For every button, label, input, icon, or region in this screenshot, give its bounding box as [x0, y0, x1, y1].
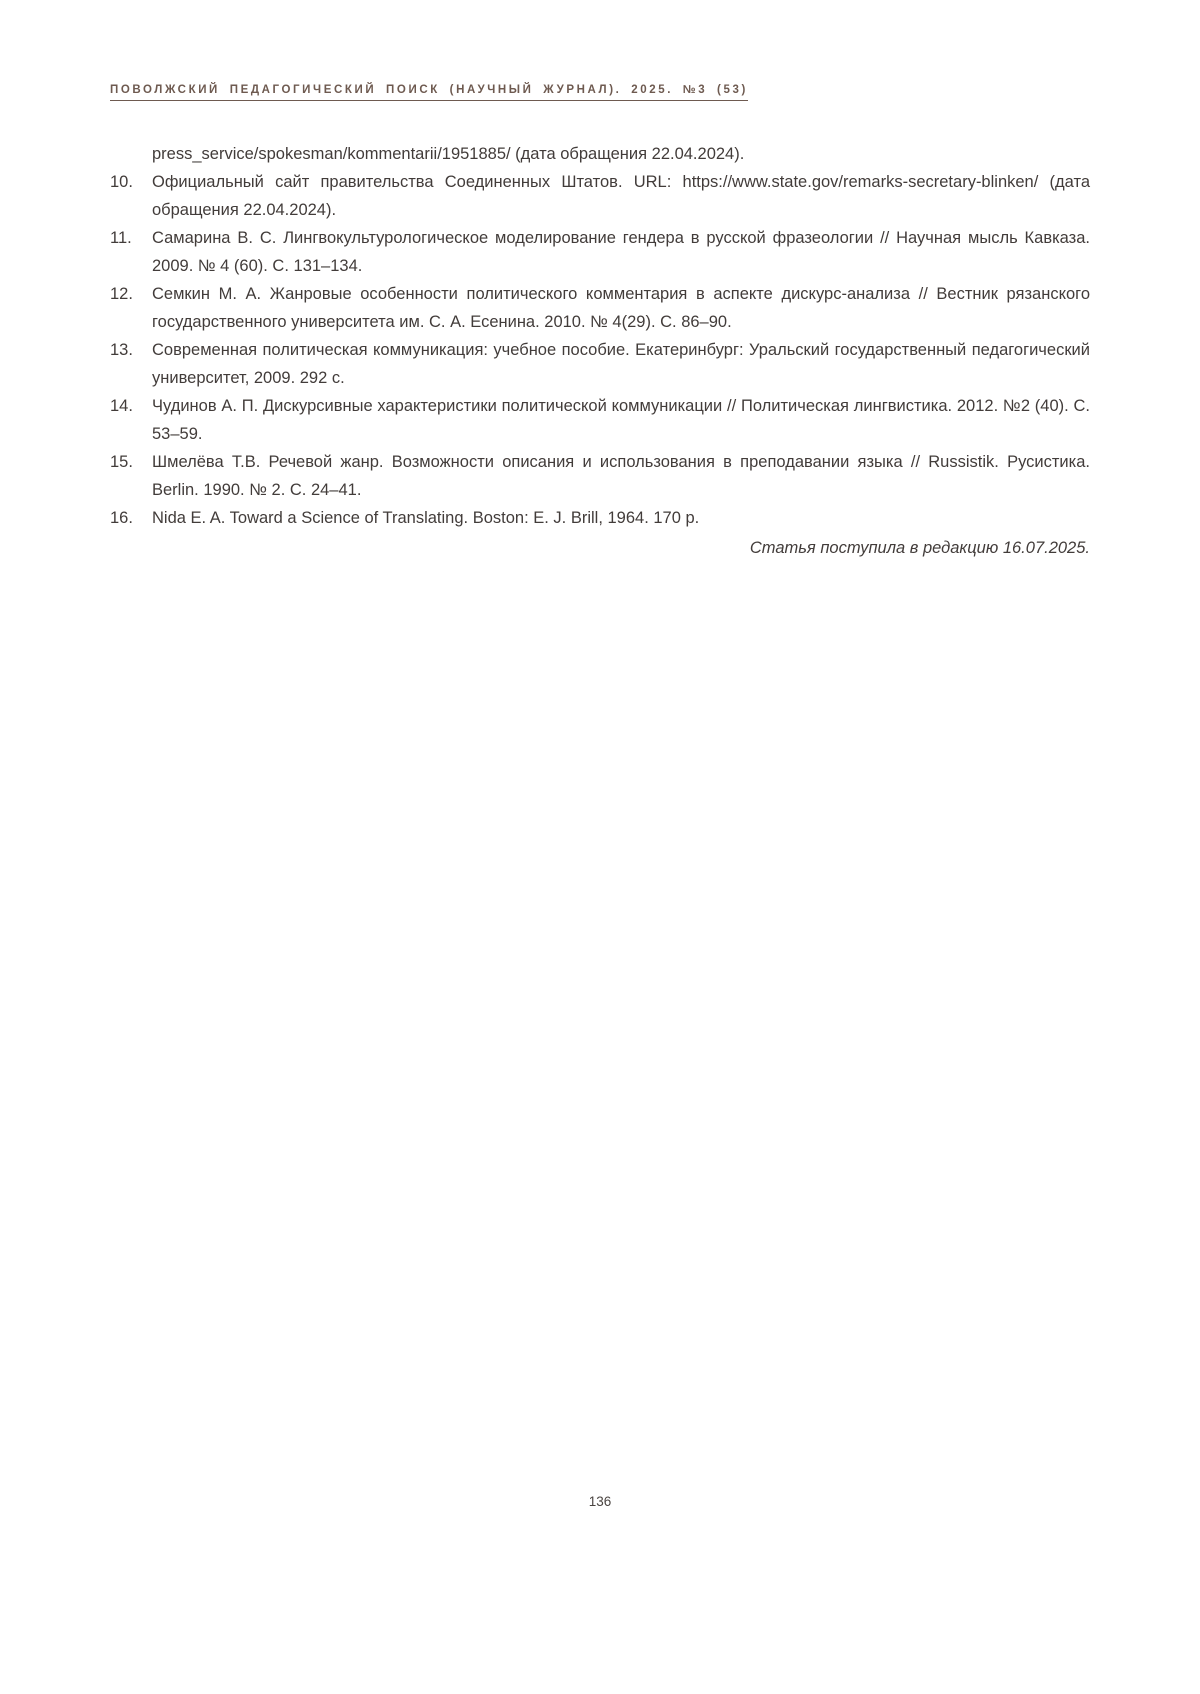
reference-number: 15.	[110, 453, 133, 471]
reference-text: Официальный сайт правительства Соединенных Штатов. URL: https://www.state.gov/remarks-secretary-blinken/ (дата обращения 22.04.2024).	[152, 173, 1090, 219]
running-head	[110, 80, 1090, 101]
reference-item	[110, 280, 1090, 336]
reference-text: Шмелёва Т.В. Речевой жанр. Возможности описания и использования в преподавании языка // Russistik. Русистика. Berlin. 1990. № 2. С. 24–41.	[152, 453, 1090, 499]
reference-text: Современная политическая коммуникация: учебное пособие. Екатеринбург: Уральский государственный педагогический университет, 2009. 292 с.	[152, 341, 1090, 387]
reference-text: Семкин М. А. Жанровые особенности политического комментария в аспекте дискурс-анализа // Вестник рязанского государственного университета им. С. А. Есенина. 2010. № 4(29). С. 86–90.	[152, 285, 1090, 331]
reference-number: 16.	[110, 509, 133, 527]
reference-item	[110, 336, 1090, 392]
journal-title-header: ПОВОЛЖСКИЙ ПЕДАГОГИЧЕСКИЙ ПОИСК (НАУЧНЫЙ ЖУРНАЛ). 2025. №3 (53)	[110, 84, 748, 101]
reference-item	[110, 504, 1090, 532]
reference-number: 12.	[110, 285, 133, 303]
references-section	[110, 140, 1090, 562]
reference-item	[110, 448, 1090, 504]
reference-number: 10.	[110, 173, 133, 191]
reference-number: 13.	[110, 341, 133, 359]
reference-text: Nida E. A. Toward a Science of Translating. Boston: E. J. Brill, 1964. 170 p.	[152, 509, 700, 527]
page-number: 136	[588, 1494, 612, 1509]
reference-item	[110, 392, 1090, 448]
reference-continuation-line: press_service/spokesman/kommentarii/1951885/ (дата обращения 22.04.2024).	[152, 145, 745, 163]
reference-number: 14.	[110, 397, 133, 415]
reference-text: Чудинов А. П. Дискурсивные характеристики политической коммуникации // Политическая лингвистика. 2012. №2 (40). С. 53–59.	[152, 397, 1090, 443]
reference-item	[110, 224, 1090, 280]
submission-date-note: Статья поступила в редакцию 16.07.2025.	[749, 539, 1090, 557]
reference-item	[110, 168, 1090, 224]
reference-text: Самарина В. С. Лингвокультурологическое моделирование гендера в русской фразеологии // Научная мысль Кавказа. 2009. № 4 (60). С. 131–134.	[152, 229, 1090, 275]
reference-number: 11.	[110, 229, 132, 247]
